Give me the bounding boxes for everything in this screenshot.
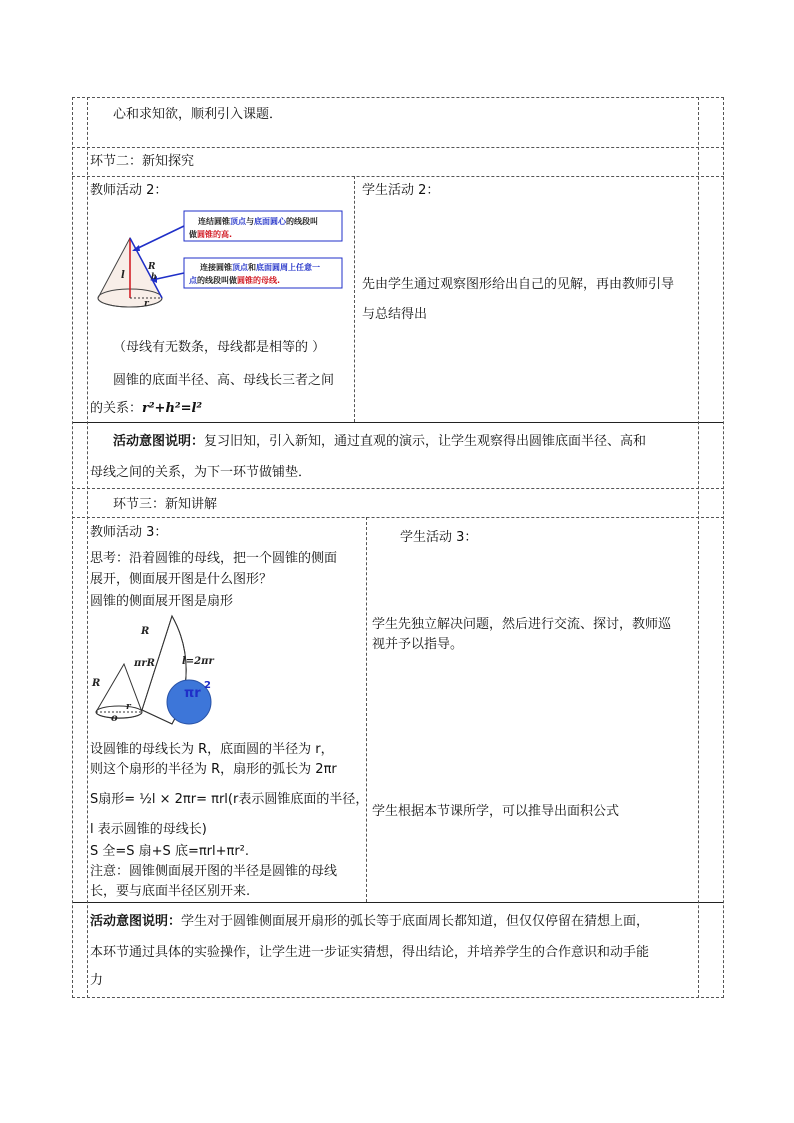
height-arrow bbox=[134, 226, 184, 250]
label-r-small: r bbox=[126, 702, 131, 712]
intent3-label: 活动意图说明： bbox=[90, 914, 182, 929]
teacher3-note1: 注意：圆锥侧面展开图的半径是圆锥的母线 bbox=[90, 864, 338, 879]
intent2-line1 bbox=[113, 432, 646, 452]
student2-line1: 先由学生通过观察图形给出自己的见解，再由教师引导 bbox=[362, 277, 675, 292]
label-R-left: R bbox=[92, 678, 101, 689]
label-pi-r: πr bbox=[184, 686, 201, 701]
teacher2-relation-line1: 圆锥的底面半径、高、母线长三者之间 bbox=[113, 373, 335, 388]
label-R-top: R bbox=[141, 626, 150, 637]
student3-line2: 视并予以指导。 bbox=[372, 637, 464, 652]
teacher3-s-line2: l 表示圆锥的母线长) bbox=[90, 822, 207, 837]
intent2-text1: 复习旧知，引入新知，通过直观的演示，让学生观察得出圆锥底面半径、高和 bbox=[204, 434, 647, 449]
row1-text: 心和求知欲，顺利引入课题． bbox=[113, 107, 283, 122]
label-o: o bbox=[111, 713, 118, 724]
teacher3-heading: 教师活动 3： bbox=[90, 525, 168, 540]
teacher2-note: （母线有无数条，母线都是相等的 ） bbox=[113, 340, 326, 355]
teacher3-answer: 圆锥的侧面展开图是扇形 bbox=[90, 594, 234, 609]
height-callout-line1: 连结圆锥顶点与底面圆心的线段叫 bbox=[198, 217, 318, 226]
label-sup2: 2 bbox=[204, 680, 211, 691]
height-callout-line2: 做圆锥的高. bbox=[189, 230, 233, 239]
label-h: h bbox=[151, 271, 157, 281]
section3-title: 环节三：新知讲解 bbox=[113, 497, 218, 512]
student3-heading: 学生活动 3： bbox=[400, 530, 478, 545]
slant-callout-line1: 连接圆锥顶点和底面圆周上任意一 bbox=[200, 263, 320, 272]
teacher2-relation-line2 bbox=[90, 399, 202, 419]
teacher3-think1: 思考：沿着圆锥的母线，把一个圆锥的侧面 bbox=[90, 551, 338, 566]
label-arc: πrR bbox=[134, 658, 155, 669]
small-cone bbox=[96, 664, 142, 718]
slant-callout-line2: 点的线段叫做圆锥的母线. bbox=[189, 276, 281, 285]
label-l: l bbox=[121, 270, 125, 281]
student3-line3: 学生根据本节课所学，可以推导出面积公式 bbox=[372, 804, 620, 819]
relation-prefix: 的关系： bbox=[90, 401, 143, 416]
teacher3-s-line1: S扇形= ½l × 2πr= πrl(r表示圆锥底面的半径， bbox=[90, 792, 369, 807]
sector-diagram bbox=[86, 612, 236, 730]
intent3-line1 bbox=[90, 912, 649, 932]
student2-heading: 学生活动 2： bbox=[362, 183, 440, 198]
cone-diagram bbox=[86, 208, 348, 320]
label-r: r bbox=[144, 299, 149, 309]
intent3-line2: 本环节通过具体的实验操作，让学生进一步证实猜想，得出结论，并培养学生的合作意识和动手能 bbox=[90, 945, 650, 960]
teacher3-note2: 长，要与底面半径区别开来. bbox=[90, 884, 251, 899]
intent2-line2: 母线之间的关系，为下一环节做铺垫． bbox=[90, 465, 312, 480]
label-R: R bbox=[148, 262, 156, 272]
teacher3-p2: 则这个扇形的半径为 R，扇形的弧长为 2πr bbox=[90, 762, 337, 777]
intent3-line3: 力 bbox=[90, 973, 104, 988]
teacher3-think2: 展开，侧面展开图是什么图形？ bbox=[90, 572, 273, 587]
relation-formula: r²+h²=l² bbox=[142, 401, 203, 416]
intent3-text1: 学生对于圆锥侧面展开扇形的弧长等于底面周长都知道，但仅仅停留在猜想上面， bbox=[181, 914, 650, 929]
section2-title: 环节二：新知探究 bbox=[90, 154, 195, 169]
teacher3-s-line3: S 全=S 扇+S 底=πrl+πr². bbox=[90, 844, 250, 859]
teacher2-heading: 教师活动 2： bbox=[90, 183, 168, 198]
student2-line2: 与总结得出 bbox=[362, 307, 428, 322]
teacher3-p1: 设圆锥的母线长为 R，底面圆的半径为 r， bbox=[90, 742, 334, 757]
student3-line1: 学生先独立解决问题，然后进行交流、探讨，教师巡 bbox=[372, 617, 672, 632]
intent2-label: 活动意图说明： bbox=[113, 434, 205, 449]
label-l-eq: l=2πr bbox=[182, 656, 214, 667]
